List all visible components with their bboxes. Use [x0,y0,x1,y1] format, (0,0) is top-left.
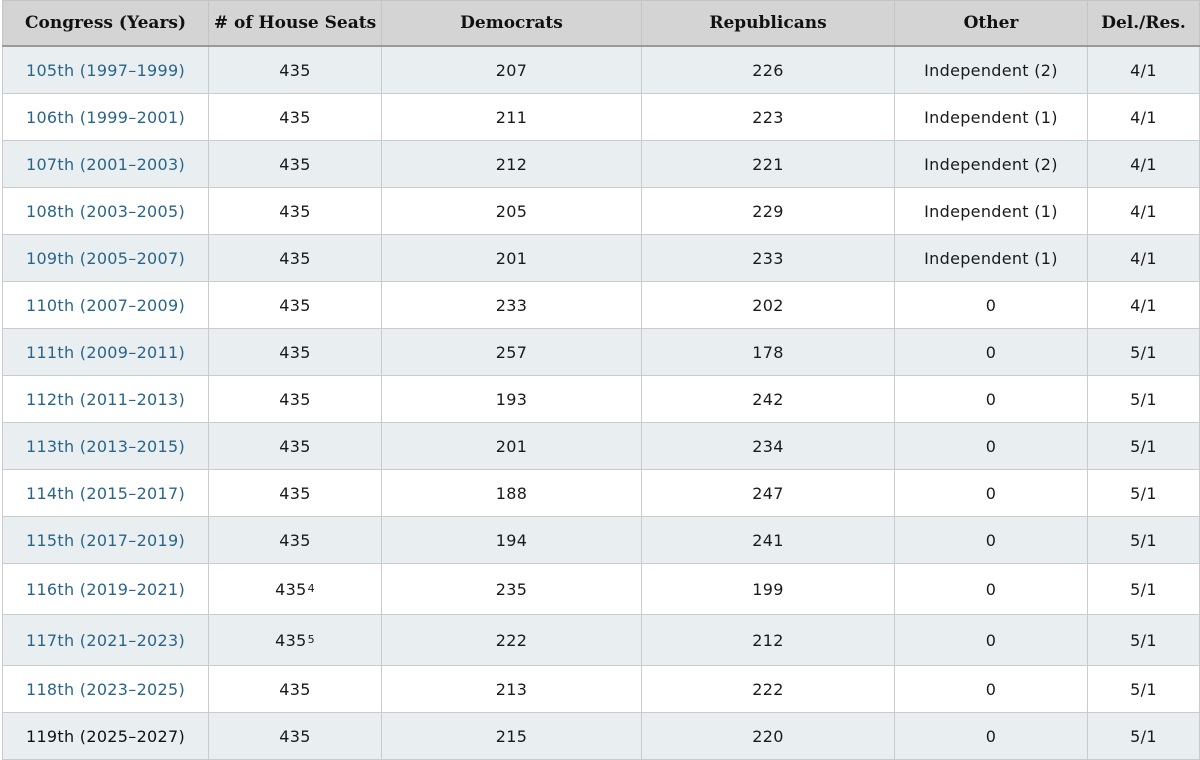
congress-label: 119th (2025–2027) [3,713,209,760]
other-cell: Independent (1) [895,188,1088,235]
congress-link[interactable]: 110th (2007–2009) [3,282,209,329]
house-seats-cell [209,376,382,423]
house-seats-value: 435 [279,154,311,174]
republicans-cell: 241 [642,517,895,564]
table-row [3,235,1200,282]
house-seats-cell [209,46,382,94]
other-cell: Independent (1) [895,94,1088,141]
democrats-cell: 213 [382,666,642,713]
republicans-cell: 220 [642,713,895,760]
other-cell: 0 [895,470,1088,517]
house-seats-cell [209,329,382,376]
democrats-cell: 188 [382,470,642,517]
other-cell: 0 [895,713,1088,760]
republicans-cell: 226 [642,46,895,94]
house-seats-cell [209,141,382,188]
house-seats-value: 435 [279,436,311,456]
house-seats-value: 435 [279,60,311,80]
del-res-cell: 5/1 [1088,666,1200,713]
del-res-cell: 4/1 [1088,94,1200,141]
del-res-cell: 5/1 [1088,615,1200,666]
republicans-cell: 202 [642,282,895,329]
house-seats-value: 435 [279,107,311,127]
other-cell: 0 [895,282,1088,329]
house-seats-value: 435 [279,248,311,268]
house-seats-cell [209,423,382,470]
del-res-cell: 4/1 [1088,282,1200,329]
republicans-cell: 178 [642,329,895,376]
table-row [3,94,1200,141]
other-cell: Independent (2) [895,141,1088,188]
table-body [3,46,1200,760]
democrats-cell: 233 [382,282,642,329]
del-res-cell: 5/1 [1088,376,1200,423]
house-seats-cell [209,94,382,141]
header-other: Other [895,1,1088,47]
table-row [3,188,1200,235]
republicans-cell: 221 [642,141,895,188]
congress-link[interactable]: 105th (1997–1999) [3,46,209,94]
house-seats-value: 435 [279,342,311,362]
congress-link[interactable]: 109th (2005–2007) [3,235,209,282]
header-republicans: Republicans [642,1,895,47]
democrats-cell: 235 [382,564,642,615]
house-seats-value: 435 [279,295,311,315]
other-cell: 0 [895,329,1088,376]
header-congress: Congress (Years) [3,1,209,47]
congress-link[interactable]: 111th (2009–2011) [3,329,209,376]
other-cell: 0 [895,517,1088,564]
table-row [3,564,1200,615]
house-seats-cell [209,235,382,282]
del-res-cell: 5/1 [1088,713,1200,760]
congress-seat-table [2,0,1200,760]
table-row [3,46,1200,94]
congress-link[interactable]: 113th (2013–2015) [3,423,209,470]
table-row [3,141,1200,188]
house-seats-value: 435 [279,389,311,409]
del-res-cell: 4/1 [1088,188,1200,235]
congress-link[interactable]: 118th (2023–2025) [3,666,209,713]
congress-link[interactable]: 115th (2017–2019) [3,517,209,564]
democrats-cell: 215 [382,713,642,760]
table-header-row [3,1,1200,47]
house-seats-value: 435 [275,630,307,650]
other-cell: 0 [895,615,1088,666]
house-seats-value: 435 [279,726,311,746]
table-row [3,470,1200,517]
del-res-cell: 4/1 [1088,235,1200,282]
republicans-cell: 234 [642,423,895,470]
other-cell: 0 [895,423,1088,470]
footnote-ref[interactable]: 4 [307,581,315,595]
democrats-cell: 205 [382,188,642,235]
house-seats-value: 435 [275,579,307,599]
republicans-cell: 242 [642,376,895,423]
democrats-cell: 207 [382,46,642,94]
del-res-cell: 4/1 [1088,46,1200,94]
congress-link[interactable]: 117th (2021–2023) [3,615,209,666]
house-seats-cell [209,564,382,615]
republicans-cell: 233 [642,235,895,282]
democrats-cell: 201 [382,235,642,282]
table-row [3,376,1200,423]
table-row [3,713,1200,760]
other-cell: 0 [895,376,1088,423]
congress-link[interactable]: 114th (2015–2017) [3,470,209,517]
democrats-cell: 257 [382,329,642,376]
republicans-cell: 229 [642,188,895,235]
del-res-cell: 5/1 [1088,564,1200,615]
congress-link[interactable]: 116th (2019–2021) [3,564,209,615]
table-row [3,615,1200,666]
republicans-cell: 222 [642,666,895,713]
republicans-cell: 223 [642,94,895,141]
congress-link[interactable]: 107th (2001–2003) [3,141,209,188]
republicans-cell: 212 [642,615,895,666]
del-res-cell: 5/1 [1088,329,1200,376]
democrats-cell: 211 [382,94,642,141]
congress-link[interactable]: 108th (2003–2005) [3,188,209,235]
democrats-cell: 222 [382,615,642,666]
other-cell: Independent (2) [895,46,1088,94]
democrats-cell: 201 [382,423,642,470]
house-seats-value: 435 [279,483,311,503]
del-res-cell: 5/1 [1088,423,1200,470]
other-cell: 0 [895,564,1088,615]
footnote-ref[interactable]: 5 [307,632,315,646]
house-seats-value: 435 [279,530,311,550]
table-row [3,423,1200,470]
table-row [3,666,1200,713]
house-seats-value: 435 [279,201,311,221]
table-row [3,329,1200,376]
republicans-cell: 247 [642,470,895,517]
del-res-cell: 5/1 [1088,470,1200,517]
del-res-cell: 5/1 [1088,517,1200,564]
house-seats-value: 435 [279,679,311,699]
house-seats-cell [209,470,382,517]
house-seats-cell [209,615,382,666]
house-seats-cell [209,666,382,713]
other-cell: Independent (1) [895,235,1088,282]
other-cell: 0 [895,666,1088,713]
democrats-cell: 212 [382,141,642,188]
header-democrats: Democrats [382,1,642,47]
house-seats-cell [209,282,382,329]
congress-link[interactable]: 112th (2011–2013) [3,376,209,423]
house-seats-cell [209,517,382,564]
democrats-cell: 194 [382,517,642,564]
house-seats-cell [209,188,382,235]
header-del-res: Del./Res. [1088,1,1200,47]
republicans-cell: 199 [642,564,895,615]
table-row [3,517,1200,564]
democrats-cell: 193 [382,376,642,423]
house-seats-cell [209,713,382,760]
congress-link[interactable]: 106th (1999–2001) [3,94,209,141]
table-row [3,282,1200,329]
del-res-cell: 4/1 [1088,141,1200,188]
header-house-seats: # of House Seats [209,1,382,47]
